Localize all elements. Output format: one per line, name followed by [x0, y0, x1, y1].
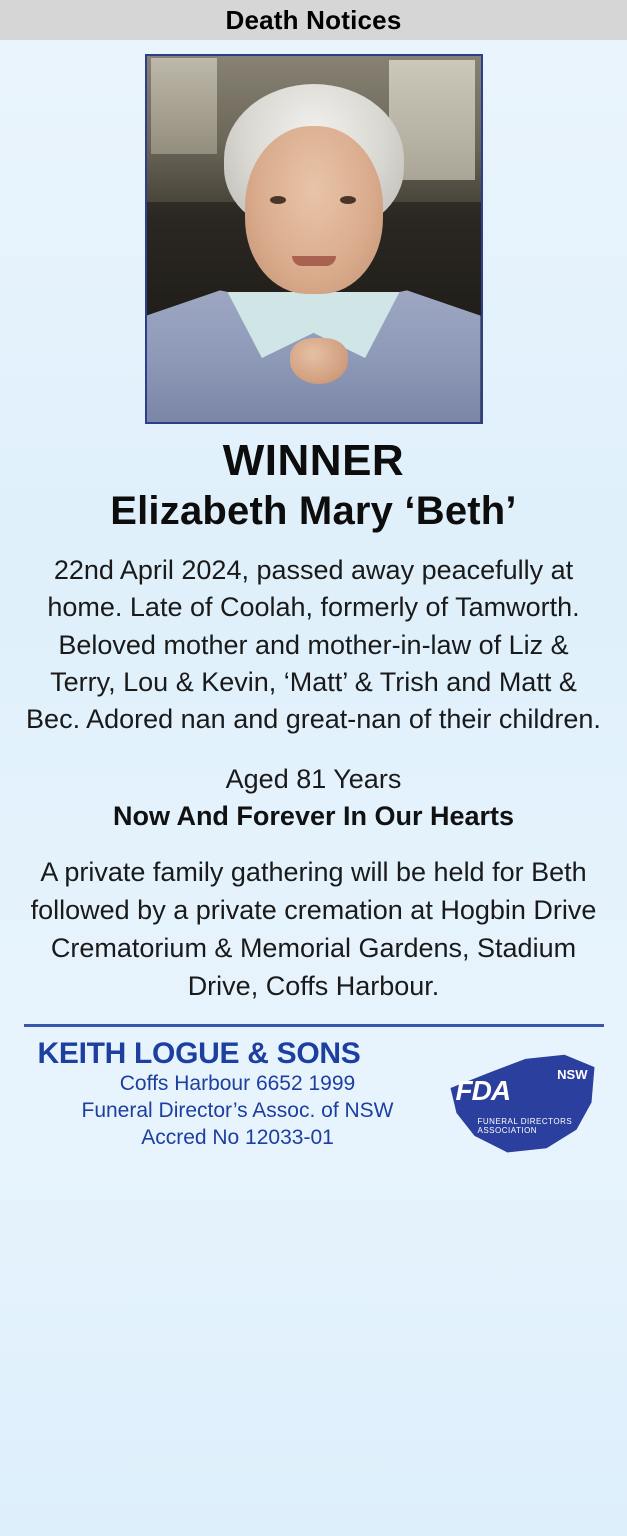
- photo-eye-right: [340, 196, 356, 204]
- photo-window-left: [151, 58, 217, 154]
- section-header-bar: [0, 0, 627, 40]
- funeral-director-name: KEITH LOGUE & SONS: [37, 1036, 361, 1070]
- funeral-director-footer: [24, 1037, 604, 1167]
- funeral-director-text: [24, 1037, 458, 1152]
- fda-nsw-logo-icon: [448, 1053, 598, 1157]
- funeral-director-association: Funeral Director’s Assoc. of NSW: [81, 1098, 394, 1122]
- funeral-director-phone: Coffs Harbour 6652 1999: [119, 1071, 356, 1095]
- funeral-director-accreditation: Accred No 12033-01: [141, 1126, 334, 1150]
- age-line: Aged 81 Years: [225, 764, 402, 795]
- deceased-given-names: Elizabeth Mary ‘Beth’: [110, 489, 517, 534]
- notice-body-text: 22nd April 2024, passed away peacefully at home. Late of Coolah, formerly of Tamworth. Beloved mother and mother-in-law of Liz & Terry, Lou & Kevin, ‘Matt’ & Trish and Matt & Bec. Adored nan and great-nan of their children.: [26, 555, 601, 735]
- portrait-photo: [145, 54, 483, 424]
- photo-eye-left: [270, 196, 286, 204]
- page-title: Death Notices: [225, 4, 402, 35]
- tribute-line: Now And Forever In Our Hearts: [112, 801, 515, 832]
- photo-face: [245, 126, 383, 294]
- service-details-text: A private family gathering will be held for Beth followed by a private cremation at Hogbin Drive Crematorium & Memorial Gardens, Stadium Drive, Coffs Harbour.: [30, 857, 597, 1001]
- photo-hand: [290, 338, 348, 384]
- logo-sub-text: FUNERAL DIRECTORS ASSOCIATION: [477, 1116, 573, 1135]
- deceased-surname: WINNER: [222, 436, 405, 485]
- divider: [24, 1024, 604, 1027]
- logo-mark-text: FDA: [455, 1074, 511, 1106]
- photo-mouth: [292, 256, 336, 266]
- death-notice-card: [0, 40, 627, 1536]
- deceased-name-block: [0, 438, 627, 534]
- logo-region-text: NSW: [557, 1066, 588, 1082]
